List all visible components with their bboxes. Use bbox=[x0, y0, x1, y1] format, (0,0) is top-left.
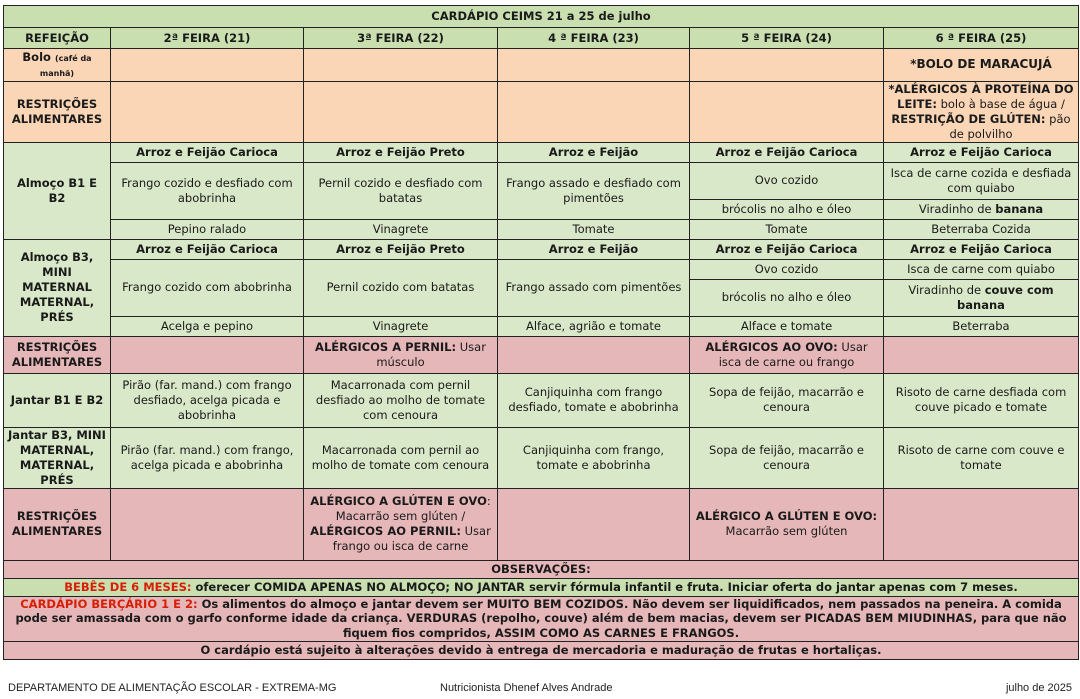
almoco-b3-side-thu: brócolis no alho e óleo bbox=[690, 279, 884, 316]
jantar-b1-mon: Pirão (far. mand.) com frango desfiado, acelga picada e abobrinha bbox=[111, 373, 304, 427]
almoco-b1-salada-tue: Vinagrete bbox=[304, 219, 498, 239]
almoco-b1-main-tue: Pernil cozido e desfiado com batatas bbox=[304, 162, 498, 219]
almoco-b3-main-tue: Pernil cozido com batatas bbox=[304, 259, 498, 316]
jantar-b3-mon: Pirão (far. mand.) com frango, acelga picada e abobrinha bbox=[111, 427, 304, 488]
restr1-wed bbox=[498, 82, 690, 143]
almoco-b1-salada-wed: Tomate bbox=[498, 219, 690, 239]
footer-date: julho de 2025 bbox=[1005, 682, 1072, 694]
header-refeicao: REFEIÇÃO bbox=[4, 28, 111, 49]
almoco-b1-salada-mon: Pepino ralado bbox=[111, 219, 304, 239]
almoco-b3-salada-thu: Alface e tomate bbox=[690, 316, 884, 336]
header-monday: 2ª FEIRA (21) bbox=[111, 28, 304, 49]
almoco-b1-side-fri: Viradinho de banana bbox=[884, 199, 1079, 219]
bolo-wed bbox=[498, 49, 690, 82]
jantar-b1-fri: Risoto de carne desfiada com couve picado e tomate bbox=[884, 373, 1079, 427]
almoco-b3-salada-mon: Acelga e pepino bbox=[111, 316, 304, 336]
observacoes-bebes: BEBÊS DE 6 MESES: oferecer COMIDA APENAS NO ALMOÇO; NO JANTAR servir fórmula infantil e fruta. Iniciar oferta do jantar apenas com 7 meses. bbox=[4, 578, 1079, 596]
almoco-b3-graos-thu: Arroz e Feijão Carioca bbox=[690, 239, 884, 259]
bolo-fri: *BOLO DE MARACUJÁ bbox=[884, 49, 1079, 82]
almoco-b1-main-thu: Ovo cozido bbox=[690, 162, 884, 199]
jantar-b3-thu: Sopa de feijão, macarrão e cenoura bbox=[690, 427, 884, 488]
restr3-mon bbox=[111, 488, 304, 560]
almoco-b1-graos-tue: Arroz e Feijão Preto bbox=[304, 142, 498, 162]
almoco-b3-main-wed: Frango assado com pimentões bbox=[498, 259, 690, 316]
jantar-b1-wed: Canjiquinha com frango desfiado, tomate e abobrinha bbox=[498, 373, 690, 427]
restr2-tue: ALÉRGICOS A PERNIL: Usar músculo bbox=[304, 336, 498, 373]
almoco-b1-main-fri: Isca de carne cozida e desfiada com quiabo bbox=[884, 162, 1079, 199]
row-label-bolo: Bolo (café da manhã) bbox=[4, 49, 111, 82]
almoco-b1-main-mon: Frango cozido e desfiado com abobrinha bbox=[111, 162, 304, 219]
almoco-b3-graos-tue: Arroz e Feijão Preto bbox=[304, 239, 498, 259]
almoco-b1-salada-fri: Beterraba Cozida bbox=[884, 219, 1079, 239]
almoco-b1-graos-fri: Arroz e Feijão Carioca bbox=[884, 142, 1079, 162]
almoco-b1-graos-wed: Arroz e Feijão bbox=[498, 142, 690, 162]
restr1-mon bbox=[111, 82, 304, 143]
restr3-wed bbox=[498, 488, 690, 560]
almoco-b3-graos-fri: Arroz e Feijão Carioca bbox=[884, 239, 1079, 259]
restr3-tue: ALÉRGICO A GLÚTEN E OVO: Macarrão sem glúten / ALÉRGICOS AO PERNIL: Usar frango ou isca de carne bbox=[304, 488, 498, 560]
footer-nutritionist: Nutricionista Dhenef Alves Andrade bbox=[440, 682, 613, 694]
footer-department: DEPARTAMENTO DE ALIMENTAÇÃO ESCOLAR - EXTREMA-MG bbox=[8, 682, 337, 694]
menu-title: CARDÁPIO CEIMS 21 a 25 de julho bbox=[4, 6, 1079, 28]
almoco-b3-main-fri: Isca de carne com quiabo bbox=[884, 259, 1079, 279]
restr1-tue bbox=[304, 82, 498, 143]
header-friday: 6 ª FEIRA (25) bbox=[884, 28, 1079, 49]
row-label-restricoes-1: RESTRIÇÕES ALIMENTARES bbox=[4, 82, 111, 143]
almoco-b3-graos-wed: Arroz e Feijão bbox=[498, 239, 690, 259]
restr1-fri: *ALÉRGICOS À PROTEÍNA DO LEITE: bolo à base de água / RESTRIÇÃO DE GLÚTEN: pão de polvilho bbox=[884, 82, 1079, 143]
restr3-thu: ALÉRGICO A GLÚTEN E OVO: Macarrão sem glúten bbox=[690, 488, 884, 560]
restr1-thu bbox=[690, 82, 884, 143]
almoco-b1-salada-thu: Tomate bbox=[690, 219, 884, 239]
bolo-note: (café da manhã) bbox=[39, 54, 92, 78]
almoco-b1-graos-thu: Arroz e Feijão Carioca bbox=[690, 142, 884, 162]
restr3-fri bbox=[884, 488, 1079, 560]
jantar-b1-tue: Macarronada com pernil desfiado ao molho de tomate com cenoura bbox=[304, 373, 498, 427]
bolo-tue bbox=[304, 49, 498, 82]
almoco-b3-graos-mon: Arroz e Feijão Carioca bbox=[111, 239, 304, 259]
row-label-almoco-b1: Almoço B1 E B2 bbox=[4, 142, 111, 239]
almoco-b1-main-wed: Frango assado e desfiado com pimentões bbox=[498, 162, 690, 219]
almoco-b3-main-thu: Ovo cozido bbox=[690, 259, 884, 279]
restr2-thu: ALÉRGICOS AO OVO: Usar isca de carne ou frango bbox=[690, 336, 884, 373]
row-label-restricoes-3: RESTRIÇÕES ALIMENTARES bbox=[4, 488, 111, 560]
menu-table bbox=[3, 5, 1079, 660]
row-label-jantar-b1: Jantar B1 E B2 bbox=[4, 373, 111, 427]
header-tuesday: 3ª FEIRA (22) bbox=[304, 28, 498, 49]
observacoes-bercario: CARDÁPIO BERÇÁRIO 1 E 2: Os alimentos do almoço e jantar devem ser MUITO BEM COZIDOS. Não devem ser liquidificados, nem passados na peneira. A comida pode ser amassada com o garfo conforme idade da criança. VERDURAS (repolho, couve) além de bem macias, devem ser PICADAS BEM MIUDINHAS, para que não fiquem fios compridos, ASSIM COMO AS CARNES E FRANGOS. bbox=[4, 596, 1079, 642]
almoco-b3-salada-wed: Alface, agrião e tomate bbox=[498, 316, 690, 336]
almoco-b3-salada-fri: Beterraba bbox=[884, 316, 1079, 336]
row-label-restricoes-2: RESTRIÇÕES ALIMENTARES bbox=[4, 336, 111, 373]
header-wednesday: 4 ª FEIRA (23) bbox=[498, 28, 690, 49]
restr2-mon bbox=[111, 336, 304, 373]
observacoes-sujeito: O cardápio está sujeito à alterações devido à entrega de mercadoria e maduração de frutas e hortaliças. bbox=[4, 642, 1079, 660]
jantar-b3-wed: Canjiquinha com frango, tomate e abobrinha bbox=[498, 427, 690, 488]
row-label-almoco-b3: Almoço B3, MINI MATERNAL MATERNAL, PRÉS bbox=[4, 239, 111, 336]
row-label-jantar-b3: Jantar B3, MINI MATERNAL, MATERNAL, PRÉS bbox=[4, 427, 111, 488]
header-thursday: 5 ª FEIRA (24) bbox=[690, 28, 884, 49]
restr2-wed bbox=[498, 336, 690, 373]
bolo-thu bbox=[690, 49, 884, 82]
almoco-b3-main-mon: Frango cozido com abobrinha bbox=[111, 259, 304, 316]
almoco-b3-side-fri: Viradinho de couve com banana bbox=[884, 279, 1079, 316]
bolo-mon bbox=[111, 49, 304, 82]
almoco-b3-salada-tue: Vinagrete bbox=[304, 316, 498, 336]
jantar-b3-tue: Macarronada com pernil ao molho de tomate com cenoura bbox=[304, 427, 498, 488]
almoco-b1-side-thu: brócolis no alho e óleo bbox=[690, 199, 884, 219]
almoco-b1-graos-mon: Arroz e Feijão Carioca bbox=[111, 142, 304, 162]
jantar-b1-thu: Sopa de feijão, macarrão e cenoura bbox=[690, 373, 884, 427]
jantar-b3-fri: Risoto de carne com couve e tomate bbox=[884, 427, 1079, 488]
observacoes-header: OBSERVAÇÕES: bbox=[4, 560, 1079, 578]
restr2-fri bbox=[884, 336, 1079, 373]
